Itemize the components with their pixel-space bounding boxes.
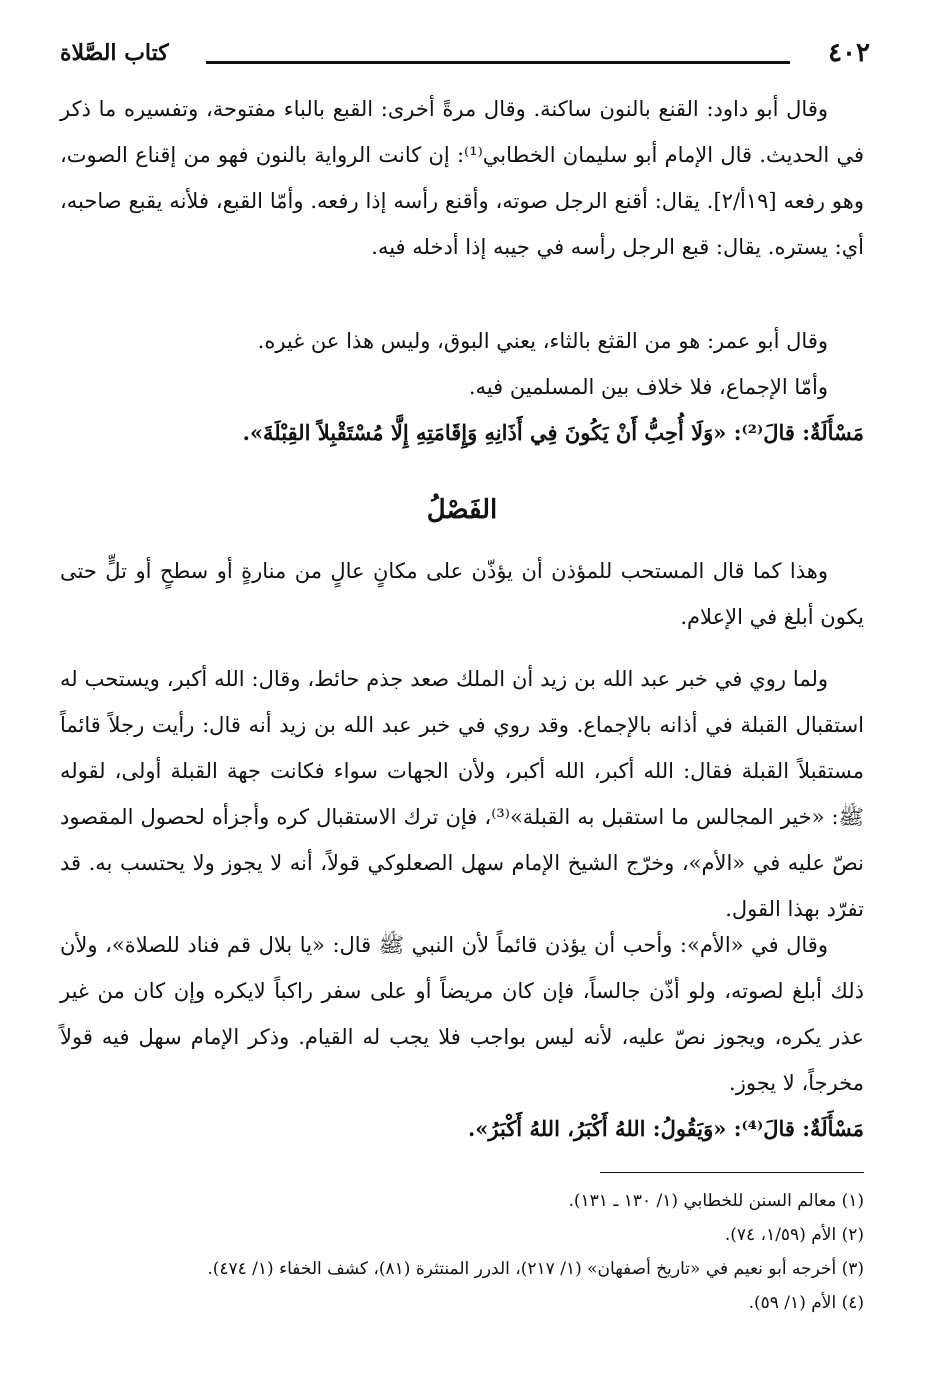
header-rule xyxy=(206,61,790,64)
footnote-rule xyxy=(600,1172,864,1173)
footnote-3: (٣) أخرجه أبو نعيم في «تاريخ أصفهان» (١/ ٢١٧)، الدرر المنتثرة (٨١)، كشف الخفاء (١/ ٤٧٤). xyxy=(207,1259,864,1279)
footnote-2: (٢) الأم (١/٥٩، ٧٤). xyxy=(724,1225,864,1245)
page-number: ٤٠٢ xyxy=(828,38,870,68)
issue-2 xyxy=(60,1106,864,1152)
footnote-1: (١) معالم السنن للخطابي (١/ ١٣٠ ـ ١٣١). xyxy=(568,1191,864,1211)
paragraph-2: وقال أبو عمر: هو من القثع بالثاء، يعني البوق، وليس هذا عن غيره. xyxy=(257,329,828,353)
body-text-5 xyxy=(60,922,864,1152)
section-title: الفَصْلُ xyxy=(426,495,498,525)
body-text-4 xyxy=(60,656,864,932)
issue-2-label: مَسْأَلَةٌ xyxy=(809,1116,864,1141)
issue-1-text: : قالَ⁽²⁾: «وَلَا أُحِبُّ أَنْ يَكُونَ فِي أَذَانِهِ وَإِقَامَتِهِ إِلَّا مُسْتَقْبِلاً القِبْلَةَ». xyxy=(242,420,810,445)
paragraph-1: وقال أبو داود: القنع بالنون ساكنة. وقال مرةً أخرى: القبع بالباء مفتوحة، وتفسيره ما ذكر في الحديث. قال الإمام أبو سليمان الخطابي⁽¹⁾: إن كانت الرواية بالنون فهو من إقناع الصوت، وهو رفعه [١٩أ/٢]. يقال: أقنع الرجل صوته، وأقنع رأسه إذا رفعه. وأمّا القبع، فلأنه يقبع صاحبه، أي: يستره. يقال: قبع الرجل رأسه في جيبه إذا أدخله فيه. xyxy=(60,97,865,259)
body-text-top xyxy=(60,86,864,270)
footnote-4: (٤) الأم (١/ ٥٩). xyxy=(748,1293,864,1313)
footnotes xyxy=(60,1184,864,1320)
body-text-3 xyxy=(60,548,864,640)
body-text-2 xyxy=(60,318,864,456)
paragraph-3: وأمّا الإجماع، فلا خلاف بين المسلمين فيه. xyxy=(468,375,828,399)
issue-2-text: : قالَ⁽⁴⁾: «وَيَقُولُ: اللهُ أَكْبَرُ، اللهُ أَكْبَرُ». xyxy=(467,1116,810,1141)
paragraph-6: وقال في «الأم»: وأحب أن يؤذن قائماً لأن النبي ﷺ قال: «يا بلال قم فناد للصلاة»، ولأن ذلك أبلغ لصوته، ولو أذّن جالساً، فإن كان مريضاً أو على سفر راكباً لايكره وإن كان من غير عذر يكره، ويجوز نصّ عليه، لأنه ليس بواجب فلا يجب له القيام. وذكر الإمام سهل فيه قولاً مخرجاً، لا يجوز. xyxy=(60,933,864,1095)
running-title: كتاب الصَّلاة xyxy=(60,40,169,66)
issue-1-label: مَسْأَلَةٌ xyxy=(809,420,864,445)
issue-1 xyxy=(60,410,864,456)
paragraph-5: ولما روي في خبر عبد الله بن زيد أن الملك صعد جذم حائط، وقال: الله أكبر، ويستحب له استقبال القبلة في أذانه بالإجماع. وقد روي في خبر عبد الله بن زيد أنه قال: رأيت رجلاً قائماً مستقبلاً القبلة فقال: الله أكبر، الله أكبر، ولأن الجهات سواء فكانت جهة القبلة أولى، لقوله ﷺ: «خير المجالس ما استقبل به القبلة»⁽³⁾، فإن ترك الاستقبال كره وأجزأه لحصول المقصود نصّ عليه في «الأم»، وخرّج الشيخ الإمام سهل الصعلوكي قولاً، أنه لا يجوز ولا يحتسب به. قد تفرّد بهذا القول. xyxy=(60,667,864,921)
paragraph-4: وهذا كما قال المستحب للمؤذن أن يؤذّن على مكانٍ عالٍ من منارةٍ أو سطحٍ أو تلٍّ حتى يكون أبلغ في الإعلام. xyxy=(60,559,864,629)
